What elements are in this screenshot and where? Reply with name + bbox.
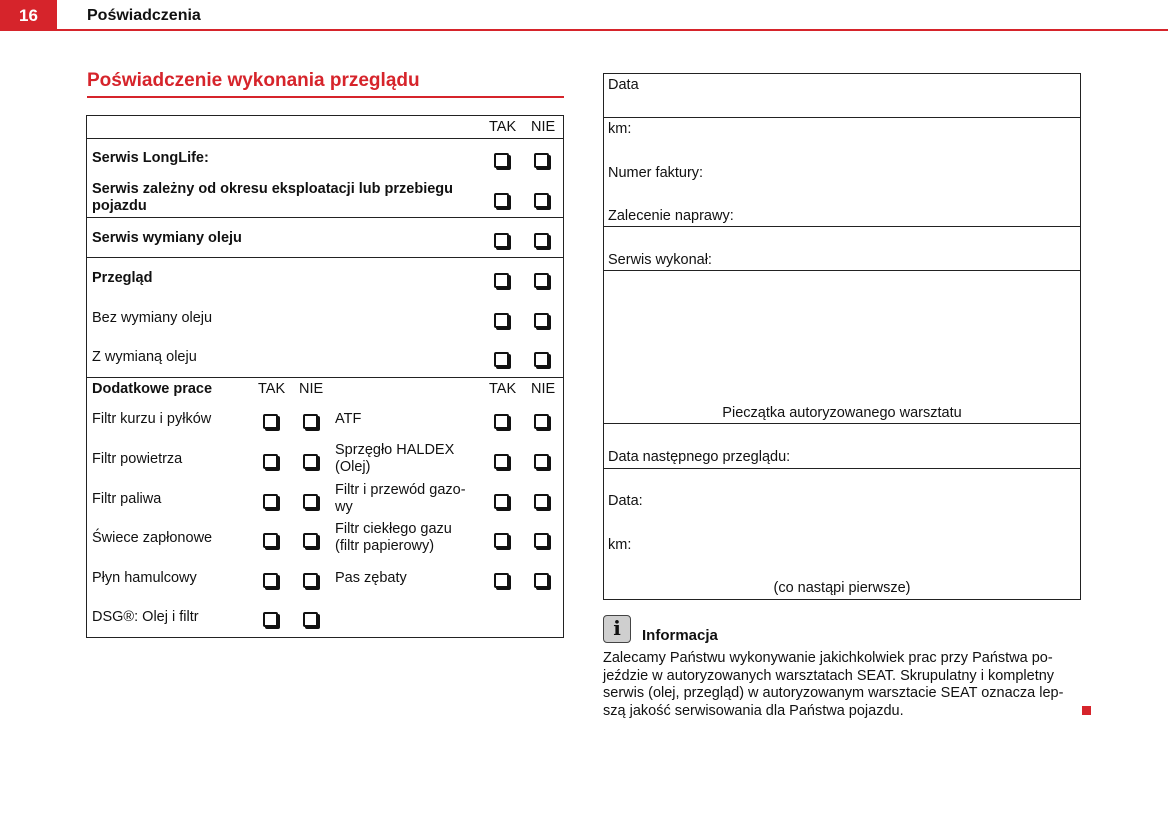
checkbox-timing-belt-nie[interactable]	[534, 573, 549, 588]
page-number: 16	[0, 0, 57, 31]
form-divider	[603, 117, 1081, 118]
checkbox-atf-nie[interactable]	[534, 414, 549, 429]
end-marker	[1082, 706, 1091, 715]
checkbox-longlife-nie[interactable]	[534, 153, 549, 168]
extra-item-brake-fluid: Płyn hamulcowy	[92, 570, 197, 586]
checkbox-air-filter-tak[interactable]	[263, 454, 278, 469]
checkbox-longlife-tak[interactable]	[494, 153, 509, 168]
extra-right-column-nie: NIE	[531, 381, 556, 397]
whichever-first-note: (co nastąpi pierwsze)	[773, 580, 911, 596]
column-header-tak: TAK	[489, 119, 517, 135]
checkbox-air-filter-nie[interactable]	[303, 454, 318, 469]
checkbox-with-oil-tak[interactable]	[494, 352, 509, 367]
date-field-label: Data	[608, 77, 639, 93]
service-by-label: Serwis wykonał:	[608, 252, 712, 268]
extra-item-timing-belt: Pas zębaty	[335, 570, 407, 586]
checkbox-oil-change-tak[interactable]	[494, 233, 509, 248]
row-label-oil-change: Serwis wymiany oleju	[92, 230, 242, 246]
checkbox-spark-plugs-tak[interactable]	[263, 533, 278, 548]
extra-item-haldex: Sprzęgło HALDEX (Olej)	[335, 442, 455, 475]
checkbox-no-oil-tak[interactable]	[494, 313, 509, 328]
km-field-label: km:	[608, 121, 632, 137]
extra-item-gas-filter: Filtr i przewód gazo-wy	[335, 482, 466, 515]
row-label-with-oil: Z wymianą oleju	[92, 349, 197, 365]
extra-item-dsg: DSG®: Olej i filtr	[92, 609, 199, 625]
repair-recommendation-label: Zalecenie naprawy:	[608, 208, 734, 224]
next-date-label: Data:	[608, 493, 643, 509]
extra-item-lpg-filter: Filtr ciekłego gazu (filtr papierowy)	[335, 521, 452, 554]
checkbox-gas-filter-nie[interactable]	[534, 494, 549, 509]
service-record-form	[603, 73, 1081, 600]
extra-item-atf: ATF	[335, 411, 362, 427]
header-rule	[0, 29, 1168, 31]
table-divider	[86, 257, 564, 258]
checkbox-timing-belt-tak[interactable]	[494, 573, 509, 588]
extra-item-air-filter: Filtr powietrza	[92, 451, 183, 467]
row-label-no-oil: Bez wymiany oleju	[92, 310, 213, 326]
checkbox-atf-tak[interactable]	[494, 414, 509, 429]
page-title: Poświadczenie wykonania przeglądu	[87, 70, 420, 91]
next-inspection-label: Data następnego przeglądu:	[608, 449, 791, 465]
checkbox-oil-change-nie[interactable]	[534, 233, 549, 248]
checkbox-haldex-tak[interactable]	[494, 454, 509, 469]
invoice-field-label: Numer faktury:	[608, 165, 704, 181]
table-divider	[86, 377, 564, 378]
extra-work-heading: Dodatkowe prace	[92, 381, 213, 397]
checkbox-haldex-nie[interactable]	[534, 454, 549, 469]
checkbox-fuel-filter-tak[interactable]	[263, 494, 278, 509]
checkbox-brake-fluid-nie[interactable]	[303, 573, 318, 588]
form-divider	[603, 270, 1081, 271]
extra-column-tak: TAK	[258, 381, 286, 397]
row-label-inspection: Przegląd	[92, 270, 153, 286]
checkbox-dsg-tak[interactable]	[263, 612, 278, 627]
checkbox-brake-fluid-tak[interactable]	[263, 573, 278, 588]
extra-item-fuel-filter: Filtr paliwa	[92, 491, 162, 507]
checkbox-lpg-filter-tak[interactable]	[494, 533, 509, 548]
table-divider	[86, 138, 564, 139]
form-divider	[603, 423, 1081, 424]
extra-column-nie: NIE	[299, 381, 324, 397]
checkbox-cabin-filter-tak[interactable]	[263, 414, 278, 429]
extra-item-spark-plugs: Świece zapłonowe	[92, 530, 213, 546]
row-label-longlife: Serwis LongLife:	[92, 150, 209, 166]
checkbox-time-mileage-tak[interactable]	[494, 193, 509, 208]
extra-item-cabin-filter: Filtr kurzu i pyłków	[92, 411, 212, 427]
checkbox-dsg-nie[interactable]	[303, 612, 318, 627]
checkbox-fuel-filter-nie[interactable]	[303, 494, 318, 509]
info-icon: i	[603, 615, 631, 643]
checkbox-with-oil-nie[interactable]	[534, 352, 549, 367]
next-km-label: km:	[608, 537, 632, 553]
row-label-time-mileage: Serwis zależny od okresu eksploatacji lub przebiegu pojazdu	[92, 181, 453, 214]
checkbox-gas-filter-tak[interactable]	[494, 494, 509, 509]
extra-right-column-tak: TAK	[489, 381, 517, 397]
checkbox-no-oil-nie[interactable]	[534, 313, 549, 328]
info-heading: Informacja	[642, 627, 718, 644]
stamp-label: Pieczątka autoryzowanego warsztatu	[722, 405, 962, 421]
title-rule	[87, 96, 564, 98]
checkbox-inspection-tak[interactable]	[494, 273, 509, 288]
checkbox-inspection-nie[interactable]	[534, 273, 549, 288]
info-text: Zalecamy Państwu wykonywanie jakichkolwiek prac przy Państwa po-jeździe w autoryzowanych warsztatach SEAT. Skrupulatny i kompletny serwis (olej, przegląd) w autoryzowanym warsztacie SEAT oznacza lep-szą jakość serwisowania dla Państwa pojazdu.	[603, 650, 1064, 719]
form-divider	[603, 226, 1081, 227]
checkbox-spark-plugs-nie[interactable]	[303, 533, 318, 548]
checkbox-cabin-filter-nie[interactable]	[303, 414, 318, 429]
table-divider	[86, 217, 564, 218]
form-divider	[603, 468, 1081, 469]
checkbox-time-mileage-nie[interactable]	[534, 193, 549, 208]
checkbox-lpg-filter-nie[interactable]	[534, 533, 549, 548]
section-title: Poświadczenia	[87, 7, 201, 24]
column-header-nie: NIE	[531, 119, 556, 135]
